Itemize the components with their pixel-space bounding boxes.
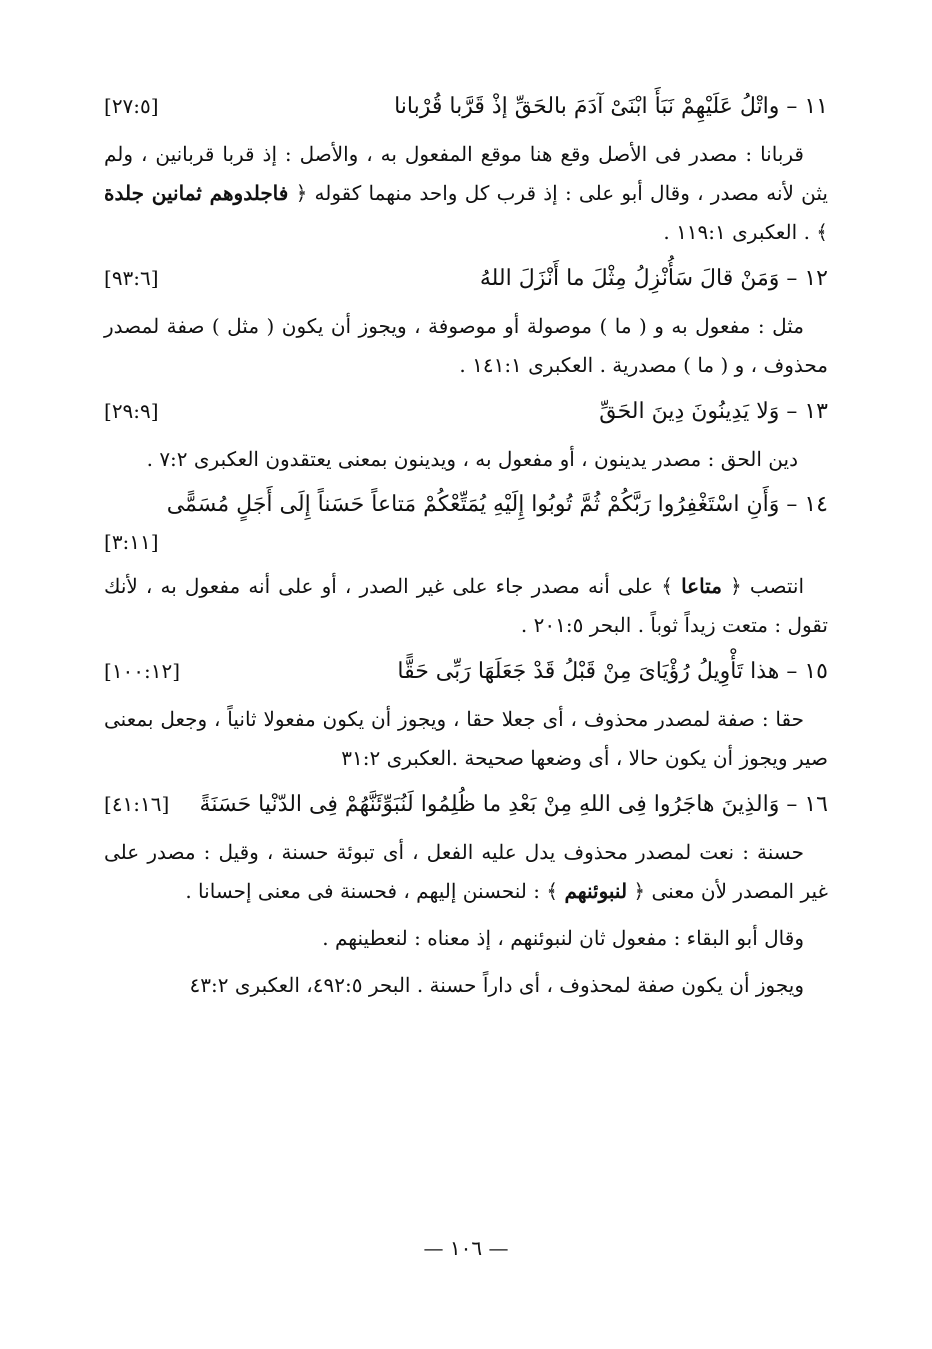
commentary-text: حقا : صفة لمصدر محذوف ، أى جعلا حقا ، ويجوز أن يكون مفعولا ثانياً ، وجعل بمعنى صير ويجوز أن يكون حالا ، أى وضعها صحيحة .العكبرى ٣١:٢ — [104, 707, 828, 770]
commentary-16-note — [104, 919, 828, 958]
verse-text: ١٦ – وَالذِينَ هاجَرُوا فِى اللهِ مِنْ بَعْدِ ما ظُلِمُوا لَنُبَوِّئَنَّهُمْ فِى الدّنْيا حَسَنَةً — [199, 792, 828, 817]
commentary-16-note-2 — [104, 966, 828, 1005]
page-number: — ١٠٦ — — [423, 1236, 509, 1260]
commentary-text: قربانا : مصدر فى الأصل وقع هنا موقع المفعول به ، والأصل : إذ قربا قربانين ، ولم يثن لأنه مصدر ، وقال أبو على : إذ قرب كل واحد منهما كقوله ﴿ — [104, 142, 828, 205]
verse-text: ١٥ – هذا تَأْوِيلُ رُؤْيَاىَ مِنْ قَبْلُ قَدْ جَعَلَهَا رَبِّى حَقًّا — [397, 659, 828, 684]
commentary-text: انتصب ﴿ — [721, 574, 805, 598]
commentary-13 — [104, 440, 798, 479]
verse-text: ١٤ – وَأَنِ اسْتَغْفِرُوا رَبَّكُمْ ثُمَّ تُوبُوا إِلَيْهِ يُمَتِّعْكُمْ مَتاعاً حَسَناً إِلَى أَجَلٍ مُسَمًّى — [166, 492, 828, 517]
verse-text: ١٢ – وَمَنْ قالَ سَأُنْزِلُ مِثْلَ ما أَنْزَلَ اللهُ — [479, 266, 828, 291]
quoted-word: لنبوئنهم — [564, 879, 628, 903]
commentary-11 — [104, 135, 828, 252]
verse-reference: [١٠٠:١٢] — [104, 659, 181, 683]
verse-text: ١١ – واتْلُ عَلَيْهِمْ نَبَأَ ابْنَىْ آدَمَ بالحَقِّ إذْ قَرَّبا قُرْبانا — [394, 94, 828, 119]
verse-reference: [٩٣:٦] — [104, 266, 159, 290]
verse-reference: [٤١:١٦] — [104, 792, 170, 816]
commentary-16 — [104, 833, 828, 911]
verse-text: ١٣ – وَلا يَدِينُونَ دِينَ الحَقِّ — [599, 399, 828, 424]
verse-16 — [104, 784, 828, 825]
verse-reference: [٣:١١] — [104, 530, 159, 554]
commentary-text: وقال أبو البقاء : مفعول ثان لنبوئنهم ، إذ معناه : لنعطينهم . — [322, 926, 804, 950]
commentary-12 — [104, 307, 828, 385]
commentary-text: مثل : مفعول به و ( ما ) موصولة أو موصوفة ، ويجوز أن يكون ( مثل ) صفة لمصدر محذوف ، و ( ما ) مصدرية . العكبرى ١٤١:١ . — [104, 314, 828, 377]
quoted-verse: فاجلدوهم ثمانين جلدة — [104, 181, 289, 205]
quoted-word: متاعا — [681, 574, 722, 598]
page-content — [104, 82, 828, 1011]
commentary-text: ﴾ : لنحسنن إليهم ، فحسنة فى معنى إحسانا . — [185, 879, 565, 903]
verse-12 — [104, 258, 828, 299]
commentary-14 — [104, 567, 828, 645]
verse-reference: [٢٩:٩] — [104, 399, 159, 423]
commentary-text: دين الحق : مصدر يدينون ، أو مفعول به ، ويدينون بمعنى يعتقدون العكبرى ٧:٢ . — [146, 447, 798, 471]
verse-14 — [104, 485, 828, 559]
commentary-text: ويجوز أن يكون صفة لمحذوف ، أى داراً حسنة . البحر ٤٩٢:٥، العكبرى ٤٣:٢ — [189, 973, 804, 997]
commentary-text: ﴾ على أنه مصدر جاء على غير الصدر ، أو على أنه مفعول به ، لأنك تقول : متعت زيداً ثوباً . البحر ٢٠١:٥ . — [104, 574, 828, 637]
verse-11 — [104, 86, 828, 127]
commentary-text: ﴾ . العكبرى ١١٩:١ . — [663, 220, 828, 244]
verse-13 — [104, 391, 828, 432]
verse-reference: [٢٧:٥] — [104, 94, 159, 118]
commentary-15 — [104, 700, 828, 778]
commentary-text: حسنة : نعت لمصدر محذوف يدل عليه الفعل ، أى تبوئة حسنة ، وقيل : مصدر على غير المصدر لأن معنى ﴿ — [104, 840, 828, 903]
verse-15 — [104, 651, 828, 692]
